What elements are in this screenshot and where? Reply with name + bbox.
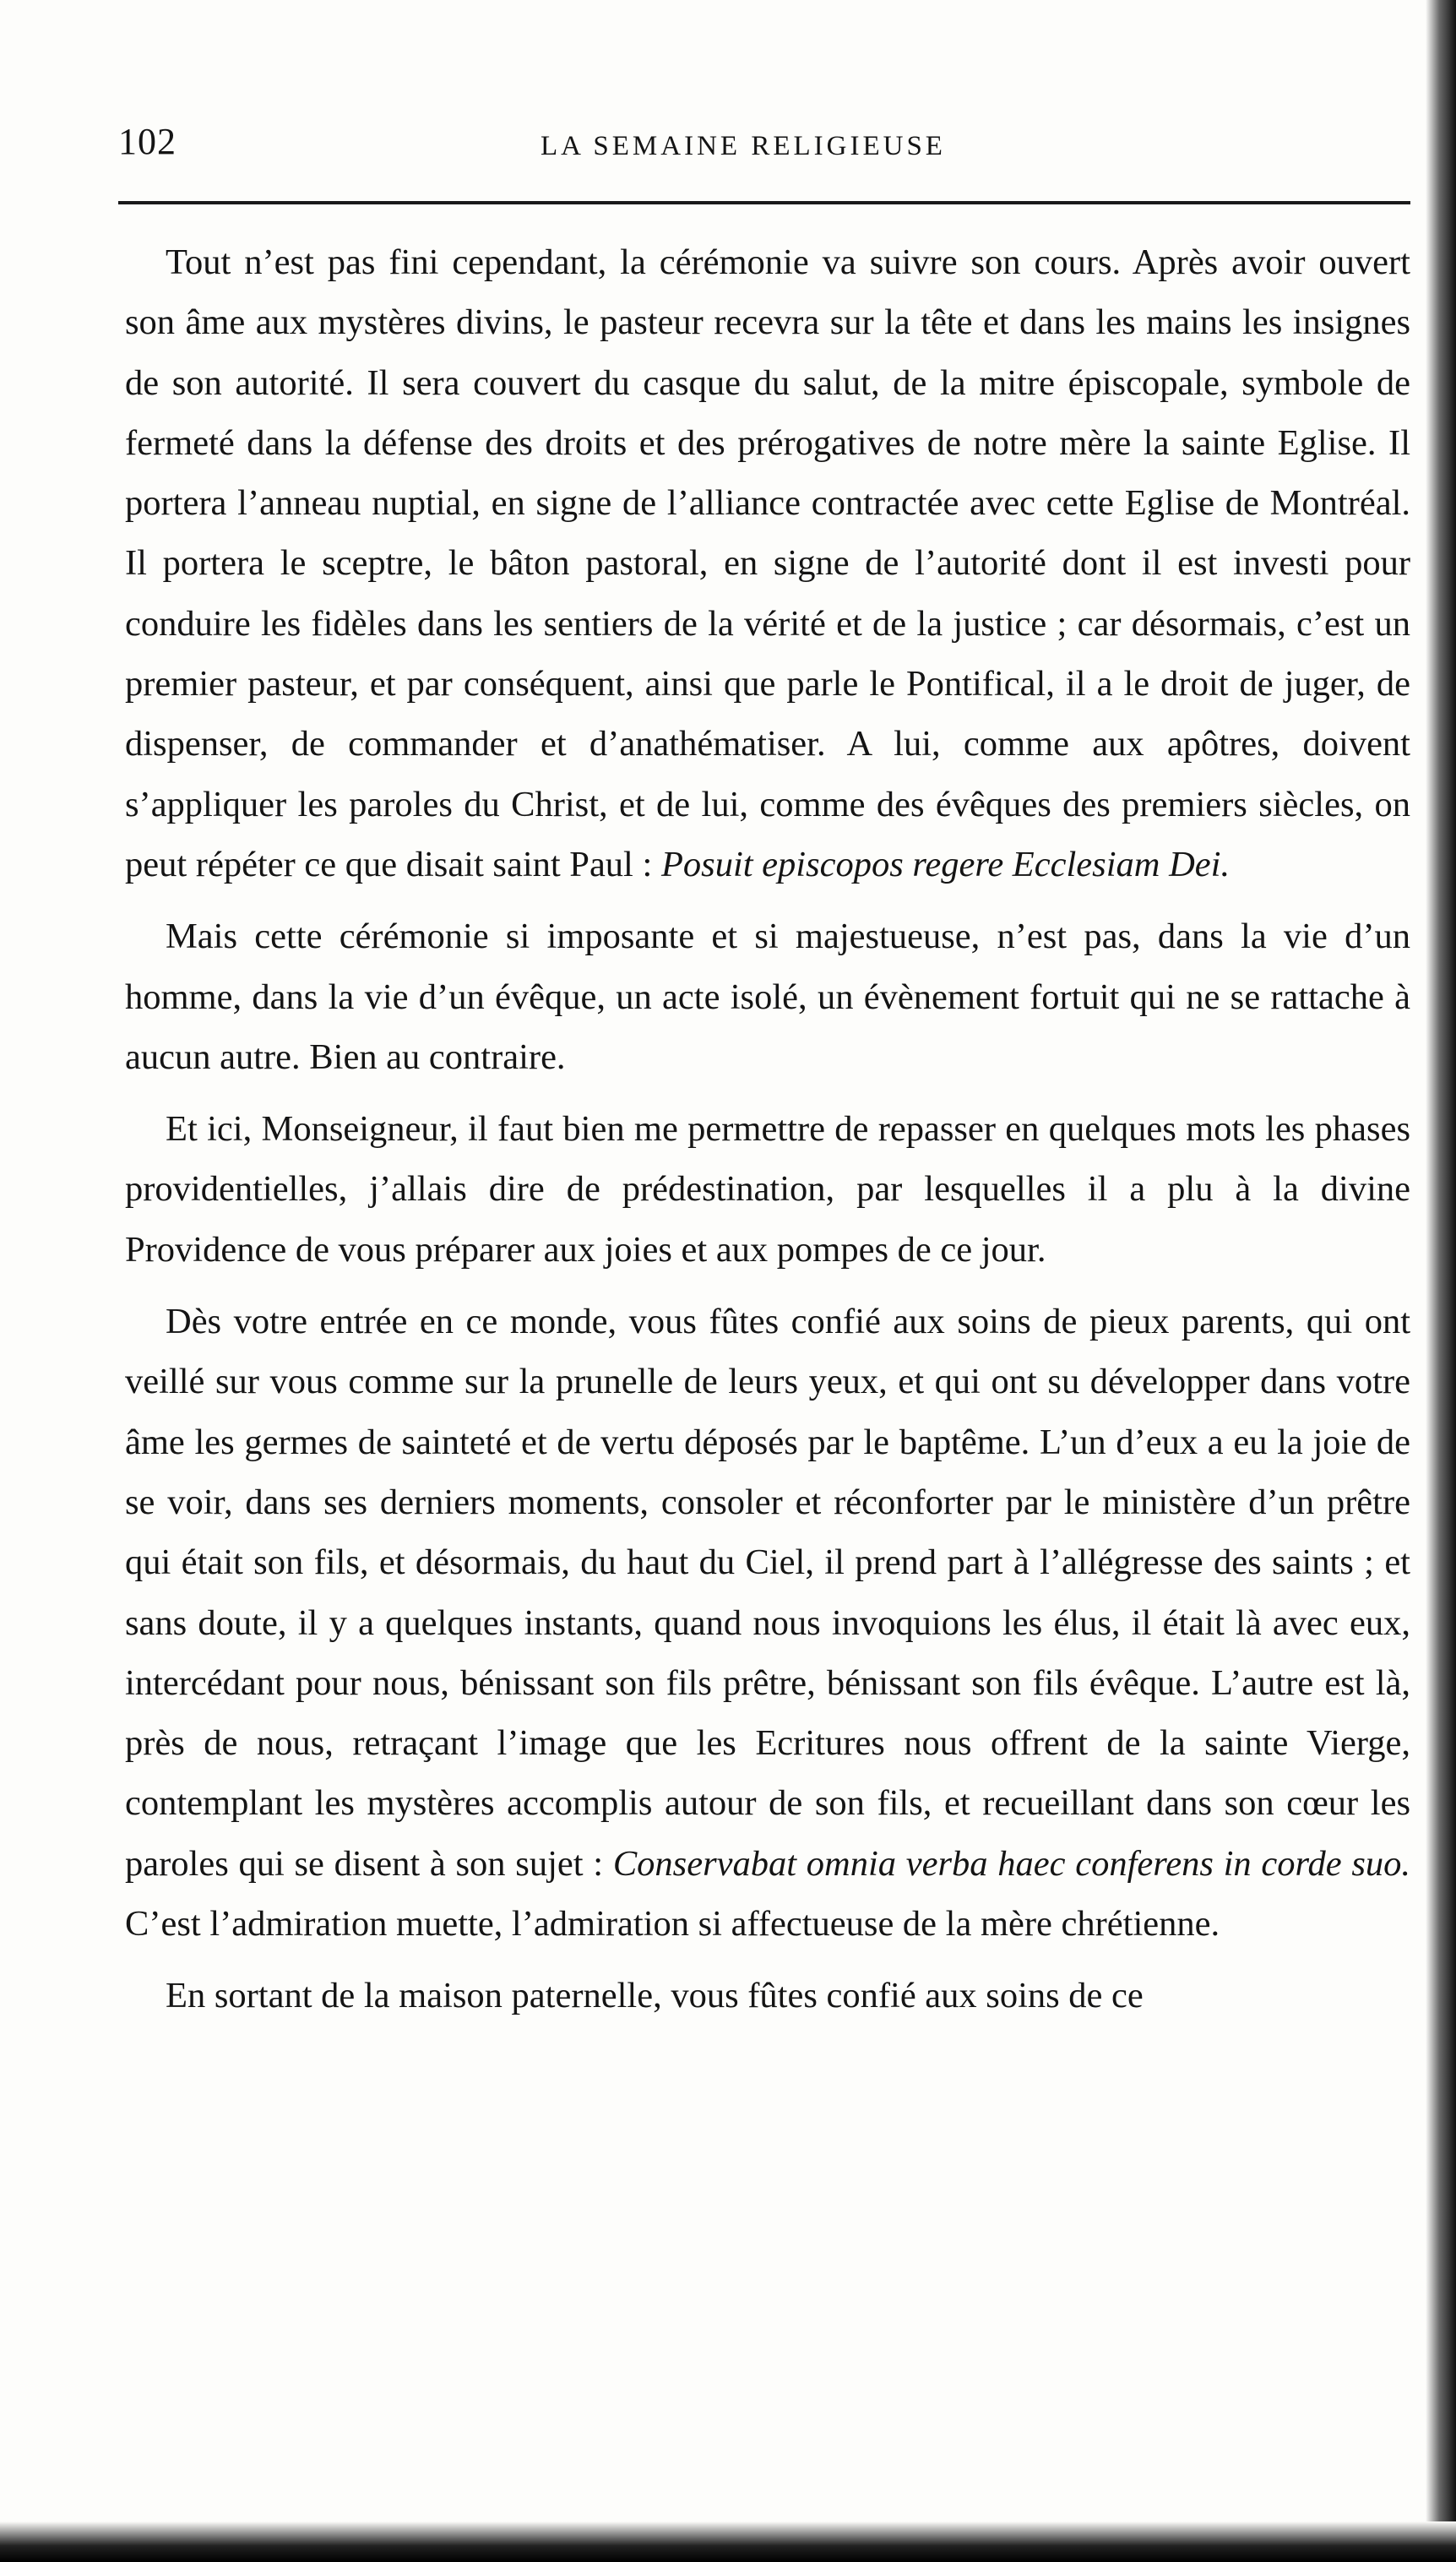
paragraph-text: Dès votre entrée en ce monde, vous fûtes confié aux soins de pieux parents, qui ont veillé sur vous comme sur la prunelle de leurs yeux, et qui ont su développer dans votre âme les germes de sainteté et de vertu déposés par le baptême. L’un d’eux a eu la joie de se voir, dans ses derniers moments, consoler et réconforter par le ministère d’un prêtre qui était son fils, et désormais, du haut du Ciel, il prend part à l’allégresse des saints ; et sans doute, il y a quelques instants, quand nous invoquions les élus, il était là avec eux, intercédant pour nous, bénissant son fils prêtre, bénissant son fils évêque. L’autre est là, près de nous, retraçant l’image que les Ecritures nous offrent de la sainte Vierge, contemplant les mystères accomplis autour de son fils, et recueillant dans son cœur les paroles qui se disent à son sujet : <box>125 1302 1410 1884</box>
paragraph-text: Tout n’est pas fini cependant, la cérémonie va suivre son cours. Après avoir ouvert son âme aux mystères divins, le pasteur recevra sur la tête et dans les mains les insignes de son autorité. Il sera couvert du casque du salut, de la mitre épiscopale, symbole de fermeté dans la défense des droits et des prérogatives de notre mère la sainte Eglise. Il portera l’anneau nuptial, en signe de l’alliance contractée avec cette Eglise de Montréal. Il portera le sceptre, le bâton pastoral, en signe de l’autorité dont il est investi pour conduire les fidèles dans les sentiers de la vérité et de la justice ; car désormais, c’est un premier pasteur, et par conséquent, ainsi que parle le Pontifical, il a le droit de juger, de dispenser, de commander et d’anathématiser. A lui, comme aux apôtres, doivent s’appliquer les paroles du Christ, et de lui, comme des évêques des premiers siècles, on peut répéter ce que disait saint Paul : <box>125 242 1410 884</box>
paragraph <box>125 232 1410 895</box>
paragraph-text: Mais cette cérémonie si imposante et si majestueuse, n’est pas, dans la vie d’un homme, dans la vie d’un évêque, un acte isolé, un évènement fortuit qui ne se rattache à aucun autre. Bien au contraire. <box>125 917 1410 1077</box>
scan-bottom-shadow <box>0 2521 1456 2562</box>
body-text <box>125 232 1410 2038</box>
latin-quote: Posuit episcopos regere Ecclesiam Dei. <box>660 844 1231 884</box>
running-head: LA SEMAINE RELIGIEUSE <box>541 131 946 161</box>
paragraph-text: Et ici, Monseigneur, il faut bien me permettre de repasser en quelques mots les phases providentielles, j’allais dire de prédestination, par lesquelles il a plu à la divine Providence de vous préparer aux joies et aux pompes de ce jour. <box>125 1109 1410 1270</box>
paragraph <box>125 1292 1410 1954</box>
scan-edge-shadow <box>1426 0 1456 2562</box>
paragraph-text: En sortant de la maison paternelle, vous fûtes confié aux soins de ce <box>166 1976 1144 2016</box>
latin-quote: Conservabat omnia verba haec conferens in corde suo. <box>612 1843 1410 1884</box>
page-number: 102 <box>118 121 177 162</box>
header-rule <box>118 201 1410 204</box>
paragraph-text: C’est l’admiration muette, l’admiration si affectueuse de la mère chrétienne. <box>125 1904 1220 1945</box>
paragraph <box>125 1966 1410 2026</box>
paragraph <box>125 1099 1410 1280</box>
paragraph <box>125 906 1410 1087</box>
